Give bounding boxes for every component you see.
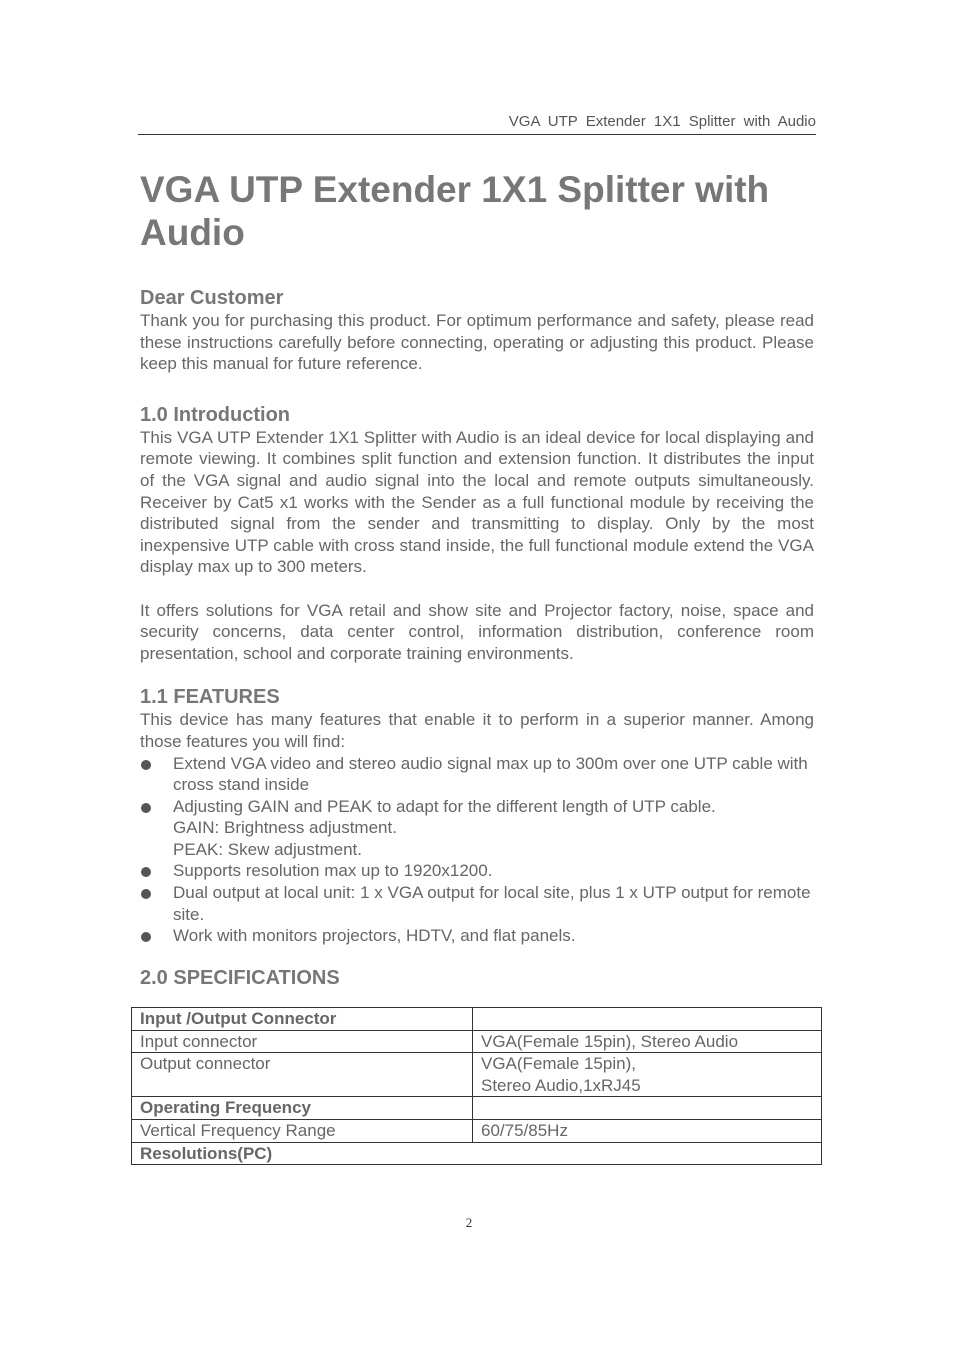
bullet-dot-icon	[141, 932, 151, 942]
table-row	[132, 1097, 822, 1120]
specifications-heading: 2.0 SPECIFICATIONS	[140, 966, 340, 989]
list-item	[140, 925, 814, 947]
spec-value	[473, 1097, 822, 1120]
spec-label: Input connector	[132, 1030, 473, 1053]
bullet-dot-icon	[141, 867, 151, 877]
spec-section-label: Resolutions(PC)	[132, 1142, 822, 1165]
spec-label: Output connector	[132, 1053, 473, 1097]
spec-value: VGA(Female 15pin), Stereo Audio	[473, 1030, 822, 1053]
spec-label: Vertical Frequency Range	[132, 1119, 473, 1142]
list-item-text: Supports resolution max up to 1920x1200.	[173, 861, 493, 881]
spec-section-label: Operating Frequency	[132, 1097, 473, 1120]
list-item	[140, 796, 814, 861]
list-item-text: Extend VGA video and stereo audio signal max up to 300m over one UTP cable with cross stand inside	[173, 753, 808, 795]
introduction-paragraph-1: This VGA UTP Extender 1X1 Splitter with Audio is an ideal device for local displaying and remote viewing. It combines split function and extension function. It distributes the input of the VGA signal and audio signal into the local and remote outputs simultaneously. Receiver by Cat5 x1 works with the Sender as a full functional module by receiving the distributed signal from the sender and transmitting to display. Only by the most inexpensive UTP cable with cross stand inside, the full functional module extend the VGA display max up to 300 meters.	[140, 427, 814, 577]
dear-customer-text: Thank you for purchasing this product. For optimum performance and safety, please read these instructions carefully before connecting, operating or adjusting this product. Please keep this manual for future reference.	[140, 311, 814, 374]
page-content	[140, 168, 814, 990]
introduction-paragraph-2: It offers solutions for VGA retail and show site and Projector factory, noise, space and security concerns, data center control, information distribution, conference room presentation, school and corporate training environments.	[140, 600, 814, 663]
spec-value-line: Stereo Audio,1xRJ45	[481, 1075, 641, 1095]
specifications-table	[131, 1007, 822, 1165]
list-item-text: Work with monitors projectors, HDTV, and flat panels.	[173, 926, 576, 946]
table-row	[132, 1119, 822, 1142]
bullet-dot-icon	[141, 803, 151, 813]
table-row	[132, 1142, 822, 1165]
features-intro: This device has many features that enable it to perform in a superior manner. Among those features you will find:	[140, 710, 814, 751]
bullet-dot-icon	[141, 760, 151, 770]
document-title: VGA UTP Extender 1X1 Splitter with Audio	[140, 169, 770, 253]
features-heading: 1.1 FEATURES	[140, 686, 280, 709]
page-number: 2	[465, 1215, 473, 1230]
features-list	[140, 753, 814, 947]
introduction-heading: 1.0 Introduction	[140, 403, 290, 426]
spec-value: 60/75/85Hz	[473, 1119, 822, 1142]
spec-value-line: VGA(Female 15pin),	[481, 1054, 636, 1074]
table-row	[132, 1008, 822, 1031]
list-item	[140, 860, 814, 882]
table-row	[132, 1030, 822, 1053]
list-item	[140, 882, 814, 925]
running-header: VGA UTP Extender 1X1 Splitter with Audio	[138, 113, 816, 135]
table-row	[132, 1053, 822, 1097]
list-item-text: Dual output at local unit: 1 x VGA output for local site, plus 1 x UTP output for remote site.	[173, 883, 811, 924]
list-item-subtext: PEAK: Skew adjustment.	[173, 839, 362, 859]
spec-value	[473, 1008, 822, 1031]
dear-customer-heading: Dear Customer	[140, 287, 284, 309]
bullet-dot-icon	[141, 889, 151, 899]
spec-section-label: Input /Output Connector	[132, 1008, 473, 1031]
spec-value	[473, 1053, 822, 1097]
list-item	[140, 753, 814, 796]
list-item-subtext: GAIN: Brightness adjustment.	[173, 818, 397, 838]
list-item-text: Adjusting GAIN and PEAK to adapt for the different length of UTP cable.	[173, 796, 716, 816]
